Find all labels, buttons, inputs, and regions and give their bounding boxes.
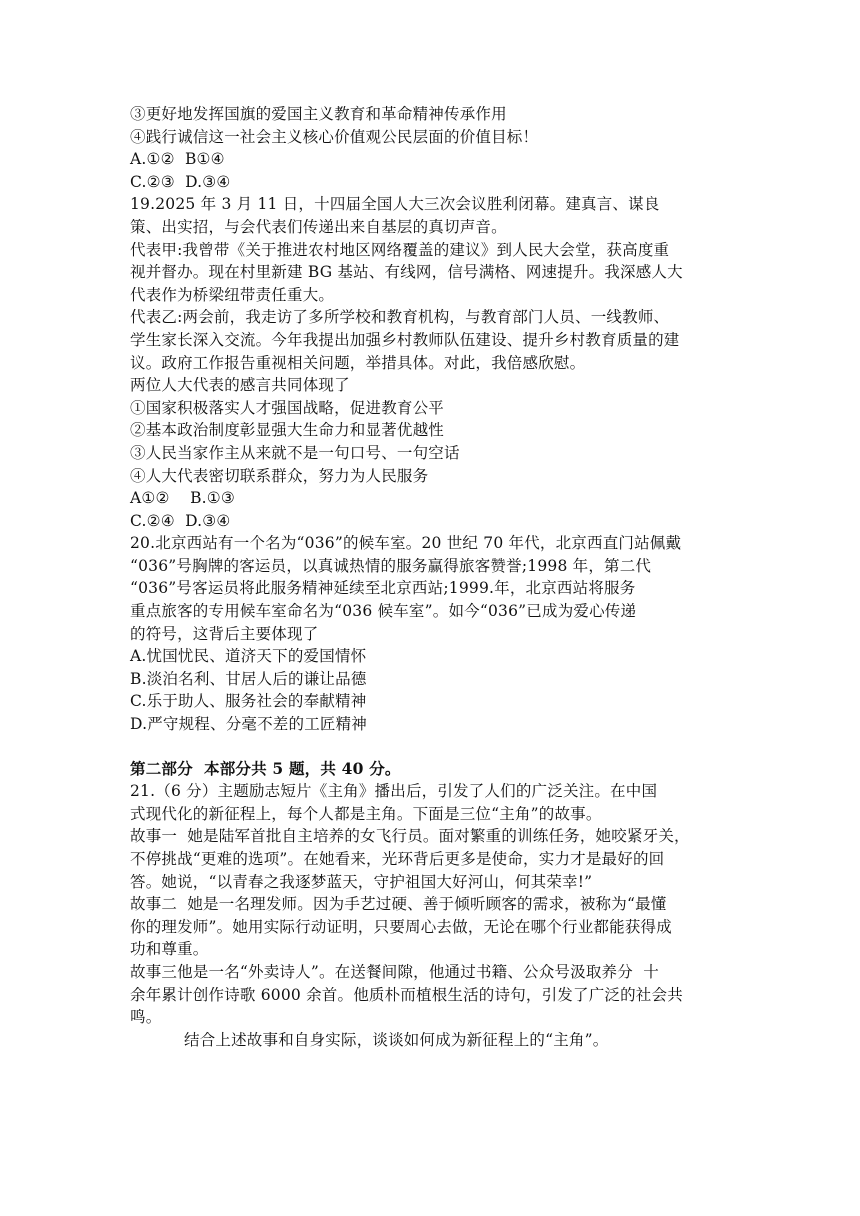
q18-option-3: ③更好地发挥国旗的爱国主义教育和革命精神传承作用 bbox=[130, 105, 507, 123]
q21-story-3-line: 鸣。 bbox=[130, 1008, 162, 1027]
q19-rep-b-line: 议。政府工作报告重视相关问题，举措具体。对此，我倍感欣慰。 bbox=[130, 353, 586, 372]
q19-option-1: ①国家积极落实人才强国战略，促进教育公平 bbox=[130, 398, 445, 417]
question-19 bbox=[130, 193, 780, 532]
q18-option-4: ④践行诚信这一社会主义核心价值观公民层面的价值目标！ bbox=[130, 127, 539, 146]
q19-rep-b-line: 代表乙:两会前，我走访了多所学校和教育机构，与教育部门人员、一线教师、 bbox=[130, 308, 670, 327]
q19-answers-cd: C.②④ D.③④ bbox=[130, 511, 231, 530]
q20-option-d: D.严守规程、分毫不差的工匠精神 bbox=[130, 715, 368, 734]
q20-option-c: C.乐于助人、服务社会的奉献精神 bbox=[130, 692, 367, 711]
q21-stem-line: 21.（6 分）主题励志短片《主角》播出后，引发了人们的广泛关注。在中国 bbox=[130, 782, 658, 801]
q21-story-3-line: 余年累计创作诗歌 6000 余首。他质朴而植根生活的诗句，引发了广泛的社会共 bbox=[130, 985, 683, 1004]
q21-story-2-line: 你的理发师”。她用实际行动证明，只要周心去做，无论在哪个行业都能获得成 bbox=[130, 917, 672, 936]
q18-answers-ab: A.①② B①④ bbox=[130, 150, 225, 169]
q20-option-b: B.淡泊名利、甘居人后的谦让品德 bbox=[130, 669, 367, 688]
q21-task: 结合上述故事和自身实际，谈谈如何成为新征程上的“主角”。 bbox=[184, 1030, 609, 1049]
q20-stem-line: “036”号胸牌的客运员，以真诚热情的服务赢得旅客赞誉;1998 年，第二代 bbox=[130, 556, 652, 575]
q20-stem-line: 20.北京西站有一个名为“036”的候车室。20 世纪 70 年代，北京西直门站佩戴 bbox=[130, 534, 682, 553]
q19-rep-a-line: 代表作为桥梁纽带责任重大。 bbox=[130, 285, 335, 304]
q21-story-3-line: 故事三他是一名“外卖诗人”。在送餐间隙，他通过书籍、公众号汲取养分 十 bbox=[130, 962, 659, 981]
q21-story-1-line: 不停挑战“更难的选项”。在她看来，光环背后更多是使命，实力才是最好的回 bbox=[130, 850, 665, 868]
q21-story-2-line: 功和尊重。 bbox=[130, 940, 209, 959]
q20-stem-line: 重点旅客的专用候车室命名为“036 候车室”。如今“036”已成为爱心传递 bbox=[130, 602, 637, 621]
q21-story-1-line: 答。她说，“以青春之我逐梦蓝天，守护祖国大好河山，何其荣幸!” bbox=[130, 872, 593, 891]
q21-story-2-line: 故事二 她是一名理发师。因为手艺过硬、善于倾听顾客的需求，被称为“最懂 bbox=[130, 895, 667, 914]
q19-stem-line: 策、出实招，与会代表们传递出来自基层的真切声音。 bbox=[130, 217, 507, 236]
q19-rep-b-line: 学生家长深入交流。今年我提出加强乡村教师队伍建设、提升乡村教育质量的建 bbox=[130, 330, 680, 349]
q19-option-2: ②基本政治制度彰显强大生命力和显著优越性 bbox=[130, 421, 445, 440]
question-20 bbox=[130, 532, 780, 735]
q20-stem-line: 的符号，这背后主要体现了 bbox=[130, 624, 319, 643]
q19-rep-a-line: 代表甲:我曾带《关于推进农村地区网络覆盖的建议》到人民大会堂，获高度重 bbox=[130, 240, 670, 259]
q21-story-1-line: 故事一 她是陆军首批自主培养的女飞行员。面对繁重的训练任务，她咬紧牙关， bbox=[130, 827, 690, 846]
section-gap bbox=[130, 736, 780, 758]
q19-stem-line: 19.2025 年 3 月 11 日，十四届全国人大三次会议胜利闭幕。建真言、谋良 bbox=[130, 195, 660, 214]
question-21 bbox=[130, 780, 780, 1051]
part-two-heading: 第二部分 本部分共 5 题，共 40 分。 bbox=[130, 758, 401, 778]
q20-stem-line: “036”号客运员将此服务精神延续至北京西站;1999.年，北京西站将服务 bbox=[130, 579, 636, 598]
q19-option-3: ③人民当家作主从来就不是一句口号、一句空话 bbox=[130, 443, 460, 462]
q18-answers-cd: C.②③ D.③④ bbox=[130, 172, 231, 191]
q20-option-a: A.忧国忧民、道济天下的爱国情怀 bbox=[130, 647, 367, 666]
q21-stem-line: 式现代化的新征程上，每个人都是主角。下面是三位“主角”的故事。 bbox=[130, 804, 602, 823]
q19-answers-ab: A①② B.①③ bbox=[130, 489, 236, 508]
q19-option-4: ④人大代表密切联系群众，努力为人民服务 bbox=[130, 466, 429, 485]
question-18-tail bbox=[130, 103, 780, 193]
q19-rep-a-line: 视并督办。现在村里新建 BG 基站、有线网，信号满格、网速提升。我深感人大 bbox=[130, 263, 683, 282]
q19-question: 两位人大代表的感言共同体现了 bbox=[130, 376, 350, 395]
